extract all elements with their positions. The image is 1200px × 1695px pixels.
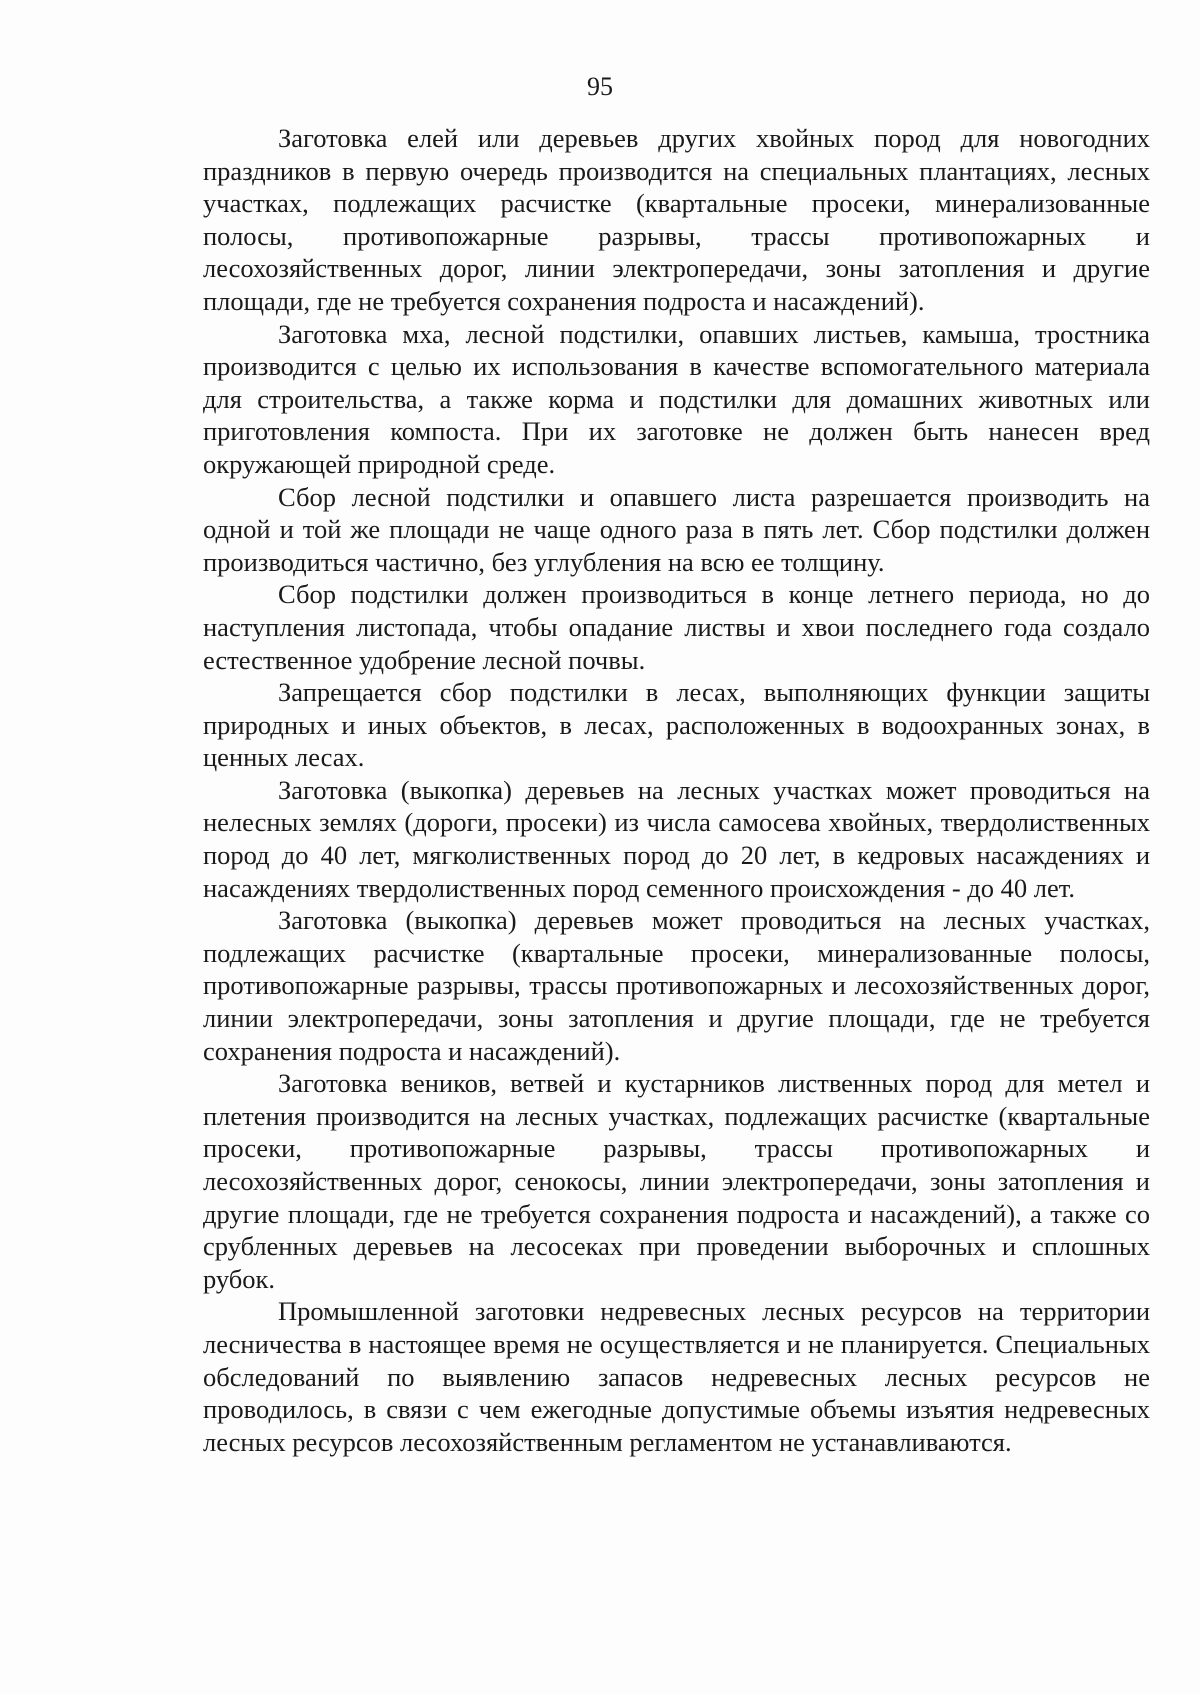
paragraph-fir-tree-harvesting: Заготовка елей или деревьев других хвойных пород для новогодних праздников в первую очередь производится на специальных плантациях, лесных участках, подлежащих расчистке (квартальные просеки, минерализованные полосы, противопожарные разрывы, трассы противопожарных и лесохозяйственных дорог, линии электропередачи, зоны затопления и другие площади, где не требуется сохранения подроста и насаждений). — [203, 123, 1150, 316]
paragraph-industrial-harvesting: Промышленной заготовки недревесных лесных ресурсов на территории лесничества в настоящее время не осуществляется и не планируется. Специальных обследований по выявлению запасов недревесных лесных ресурсов не проводилось, в связи с чем ежегодные допустимые объемы изъятия недревесных лесных ресурсов лесохозяйственным регламентом не устанавливаются. — [203, 1296, 1150, 1457]
document-body — [203, 122, 1150, 1458]
paragraph-litter-collection-prohibition: Запрещается сбор подстилки в лесах, выполняющих функции защиты природных и иных объектов, в лесах, расположенных в водоохранных зонах, в ценных лесах. — [203, 677, 1150, 773]
paragraph-brooms-branches-harvesting: Заготовка веников, ветвей и кустарников лиственных пород для метел и плетения производится на лесных участках, подлежащих расчистке (квартальные просеки, противопожарные разрывы, трассы противопожарных и лесохозяйственных дорог, сенокосы, линии электропередачи, зоны затопления и другие площади, где не требуется сохранения подроста и насаждений), а также со срубленных деревьев на лесосеках при проведении выборочных и сплошных рубок. — [203, 1068, 1150, 1294]
paragraph-tree-digging-nonforest: Заготовка (выкопка) деревьев на лесных участках может проводиться на нелесных землях (дороги, просеки) из числа самосева хвойных, твердолиственных пород до 40 лет, мягколиственных пород до 20 лет, в кедровых насаждениях и насаждениях твердолиственных пород семенного происхождения - до 40 лет. — [203, 774, 1150, 903]
paragraph-moss-litter-harvesting: Заготовка мха, лесной подстилки, опавших листьев, камыша, тростника производится с целью их использования в качестве вспомогательного материала для строительства, а также корма и подстилки для домашних животных или приготовления компоста. При их заготовке не должен быть нанесен вред окружающей природной среде. — [203, 318, 1150, 479]
paragraph-litter-collection-timing: Сбор подстилки должен производиться в конце летнего периода, но до наступления листопада, чтобы опадание листвы и хвои последнего года создало естественное удобрение лесной почвы. — [203, 579, 1150, 675]
paragraph-litter-collection-frequency: Сбор лесной подстилки и опавшего листа разрешается производить на одной и той же площади не чаще одного раза в пять лет. Сбор подстилки должен производиться частично, без углубления на всю ее толщину. — [203, 481, 1150, 577]
page-number: 95 — [587, 72, 613, 101]
paragraph-tree-digging-clearing: Заготовка (выкопка) деревьев может проводиться на лесных участках, подлежащих расчистке (квартальные просеки, минерализованные полосы, противопожарные разрывы, трассы противопожарных и лесохозяйственных дорог, линии электропередачи, зоны затопления и другие площади, где не требуется сохранения подроста и насаждений). — [203, 905, 1150, 1066]
